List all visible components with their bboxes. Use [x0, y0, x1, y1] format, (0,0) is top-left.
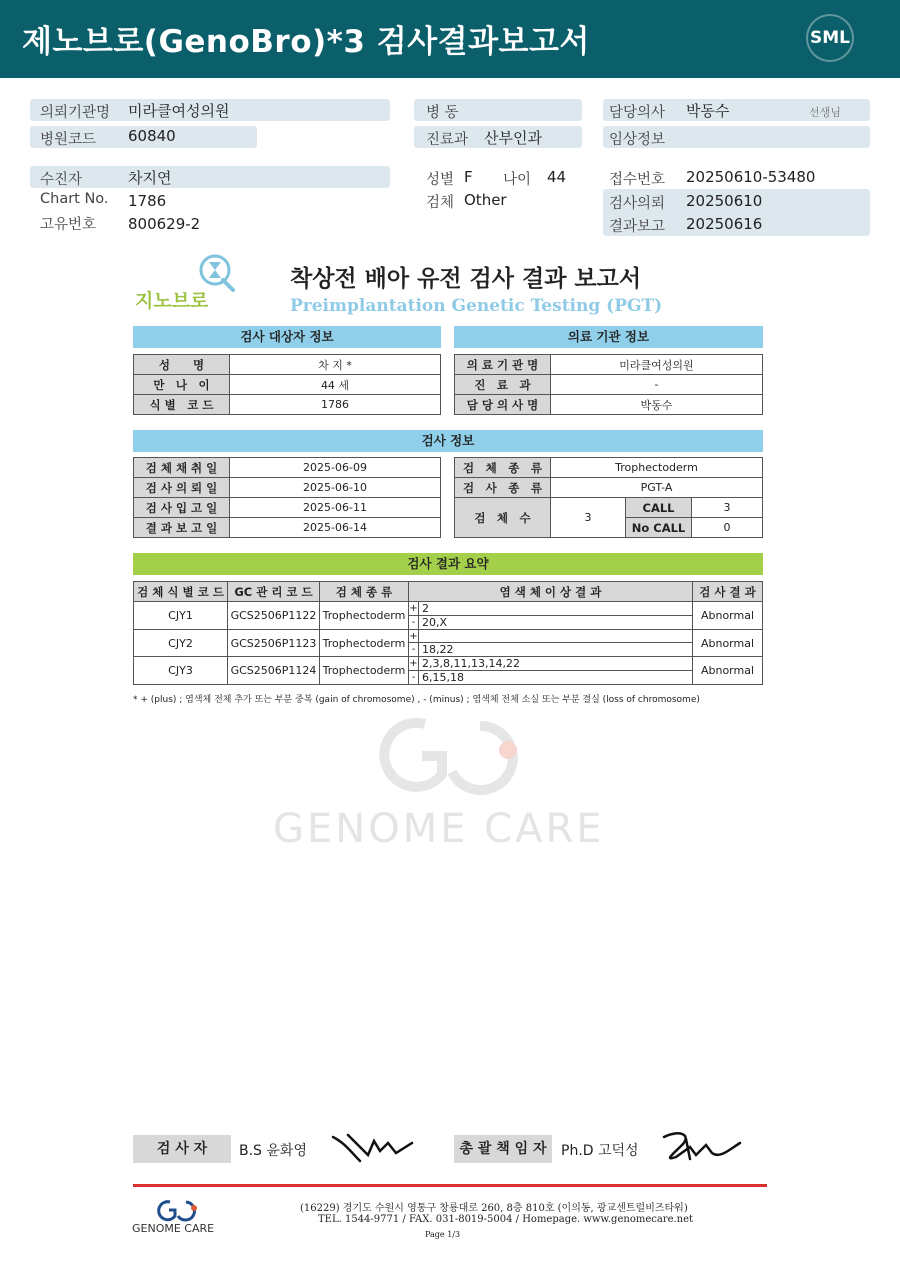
- genome-care-footer-logo: [130, 1196, 225, 1236]
- test-date-label: 결 과 보 고 일: [134, 518, 230, 538]
- patient-label: 수진자: [40, 172, 83, 188]
- specimen-count-value: 3: [551, 498, 626, 538]
- test-date-label: 검 사 의 뢰 일: [134, 478, 230, 498]
- call-value: 3: [692, 498, 763, 518]
- test-dates-table: [133, 457, 441, 538]
- report-date-label: 결과보고: [609, 219, 666, 235]
- institution-row: [455, 395, 763, 415]
- chart-no-value: 1786: [128, 192, 167, 210]
- test-date-row: [134, 458, 441, 478]
- footer-page-number: Page 1/3: [425, 1230, 461, 1239]
- department-value: 산부인과: [484, 129, 542, 147]
- gain-chromosomes: 2,3,8,11,13,14,22: [419, 657, 693, 671]
- test-date-row: [134, 498, 441, 518]
- footer-contact: TEL. 1544-9771 / FAX. 031-8019-5004 / Homepage. www.genomecare.net: [318, 1214, 694, 1225]
- request-date-label: 검사의뢰: [609, 196, 666, 212]
- test-result: Abnormal: [693, 657, 763, 685]
- specimen-type: Trophectoderm: [320, 657, 409, 685]
- loss-chromosomes: 20,X: [419, 616, 693, 630]
- table-row: [134, 657, 763, 671]
- subject-info-table: [133, 354, 441, 415]
- subject-row-value: 44 세: [230, 375, 441, 395]
- department-label: 진료과: [426, 132, 469, 148]
- request-date-value: 20250610: [686, 192, 763, 210]
- hospital-code-label: 병원코드: [40, 132, 97, 148]
- receipt-label: 접수번호: [609, 172, 666, 188]
- hospital-code-value: 60840: [128, 127, 176, 145]
- loss-chromosomes: 18,22: [419, 643, 693, 657]
- nocall-label: No CALL: [626, 518, 692, 538]
- subject-row-label: 만 나 이: [134, 375, 230, 395]
- tester-label: 검 사 자: [133, 1135, 231, 1163]
- genobro-logo-text: 지노브로: [135, 290, 209, 312]
- chart-no-label: Chart No.: [40, 191, 109, 207]
- test-date-row: [134, 478, 441, 498]
- test-date-row: [134, 518, 441, 538]
- sample-id: CJY1: [134, 602, 228, 630]
- test-type-row: [455, 478, 763, 498]
- subject-row-value: 1786: [230, 395, 441, 415]
- pgt-report-subtitle: Preimplantation Genetic Testing (PGT): [290, 296, 663, 316]
- test-type-label: 검 사 종 류: [455, 478, 551, 498]
- institution-row-value: 미라클여성의원: [551, 355, 763, 375]
- gc-code: GCS2506P1124: [228, 657, 320, 685]
- summary-col-result: 검 사 결 과: [693, 582, 763, 602]
- specimen-value: Other: [464, 191, 507, 209]
- summary-heading: 검사 결과 요약: [133, 553, 763, 575]
- test-result: Abnormal: [693, 630, 763, 657]
- institution-row: [455, 355, 763, 375]
- subject-row-value: 차 지 *: [230, 355, 441, 375]
- doctor-value: 박동수: [686, 102, 730, 120]
- unique-no-label: 고유번호: [40, 217, 97, 233]
- call-row: [455, 498, 763, 518]
- subject-info-heading: 검사 대상자 정보: [133, 326, 441, 348]
- institution-row-label: 진 료 과: [455, 375, 551, 395]
- loss-chromosomes: 6,15,18: [419, 671, 693, 685]
- receipt-value: 20250610-53480: [686, 168, 816, 186]
- sex-label: 성별: [426, 172, 455, 188]
- sml-logo-text: SML: [810, 28, 850, 48]
- summary-col-id: 검 체 식 별 코 드: [134, 582, 228, 602]
- institution-row-value: -: [551, 375, 763, 395]
- test-date-value: 2025-06-14: [230, 518, 441, 538]
- test-specimen-table: [454, 457, 763, 538]
- institution-row-label: 담 당 의 사 명: [455, 395, 551, 415]
- test-date-label: 검 체 채 취 일: [134, 458, 230, 478]
- plus-sign: +: [409, 603, 418, 614]
- age-label: 나이: [503, 172, 532, 188]
- specimen-label: 검체: [426, 195, 455, 211]
- institution-row-label: 의 료 기 관 명: [455, 355, 551, 375]
- genobro-logo-icon: [135, 254, 247, 312]
- test-type-value: PGT-A: [551, 478, 763, 498]
- table-row: [134, 602, 763, 616]
- summary-header-row: [134, 582, 763, 602]
- summary-col-abnormality: 염 색 체 이 상 결 과: [409, 582, 693, 602]
- institution-info-table: [454, 354, 763, 415]
- institution-row: [455, 375, 763, 395]
- institution-row-value: 박동수: [551, 395, 763, 415]
- institution-label: 의뢰기관명: [40, 105, 111, 121]
- test-info-heading: 검사 정보: [133, 430, 763, 452]
- gain-chromosomes: [419, 630, 693, 643]
- genome-care-watermark-icon: [370, 712, 530, 802]
- subject-row-label: 성 명: [134, 355, 230, 375]
- test-date-value: 2025-06-10: [230, 478, 441, 498]
- patient-value: 차지연: [128, 169, 172, 187]
- call-label: CALL: [626, 498, 692, 518]
- ward-label: 병 동: [426, 105, 459, 121]
- tester-name: B.S 윤화영: [239, 1143, 307, 1159]
- specimen-count-label: 검 체 수: [455, 498, 551, 538]
- unique-no-value: 800629-2: [128, 215, 201, 233]
- footer-address: (16229) 경기도 수원시 영통구 창룡대로 260, 8층 810호 (이의동, 광교센트럴비즈타워): [300, 1203, 688, 1214]
- gc-code: GCS2506P1123: [228, 630, 320, 657]
- doctor-suffix: 선생님: [809, 106, 841, 119]
- sample-id: CJY3: [134, 657, 228, 685]
- report-date-value: 20250616: [686, 215, 763, 233]
- institution-info-heading: 의료 기관 정보: [454, 326, 763, 348]
- report-header-title: 제노브로(GenoBro)*3 검사결과보고서: [22, 24, 590, 60]
- genome-care-watermark: GENOME CARE: [273, 806, 605, 852]
- report-header-bar: [0, 0, 900, 78]
- subject-row: [134, 395, 441, 415]
- sample-id: CJY2: [134, 630, 228, 657]
- summary-col-gc: GC 관 리 코 드: [228, 582, 320, 602]
- genobro-logo: [135, 254, 247, 312]
- summary-table: [133, 581, 763, 685]
- director-name: Ph.D 고덕성: [561, 1143, 639, 1159]
- footer-divider: [133, 1184, 767, 1187]
- subject-row: [134, 355, 441, 375]
- director-signature-icon: [656, 1125, 742, 1165]
- test-date-value: 2025-06-11: [230, 498, 441, 518]
- gc-code: GCS2506P1122: [228, 602, 320, 630]
- pgt-report-title: 착상전 배아 유전 검사 결과 보고서: [290, 266, 642, 292]
- specimen-type-value: Trophectoderm: [551, 458, 763, 478]
- age-value: 44: [547, 168, 567, 186]
- summary-note: * + (plus) ; 염색체 전체 추가 또는 부분 중복 (gain of chromosome) , - (minus) ; 염색체 전체 소실 또는 부분 결실 (loss of chromosome): [133, 695, 700, 705]
- specimen-type: Trophectoderm: [320, 602, 409, 630]
- gain-chromosomes: 2: [419, 602, 693, 616]
- minus-sign: -: [409, 671, 419, 685]
- test-result: Abnormal: [693, 602, 763, 630]
- subject-row-label: 식 별 코 드: [134, 395, 230, 415]
- test-date-value: 2025-06-09: [230, 458, 441, 478]
- specimen-type: Trophectoderm: [320, 630, 409, 657]
- institution-value: 미라클여성의원: [128, 102, 230, 120]
- test-date-label: 검 사 입 고 일: [134, 498, 230, 518]
- sex-value: F: [464, 168, 473, 186]
- table-row: [134, 630, 763, 643]
- subject-row: [134, 375, 441, 395]
- plus-sign: +: [409, 658, 418, 669]
- sml-logo: [806, 14, 854, 62]
- footer-logo-text: GENOME CARE: [132, 1222, 215, 1235]
- patient-box: [30, 166, 390, 188]
- plus-sign: +: [409, 630, 418, 642]
- nocall-value: 0: [692, 518, 763, 538]
- doctor-label: 담당의사: [609, 105, 666, 121]
- summary-col-type: 검 체 종 류: [320, 582, 409, 602]
- director-label: 총 괄 책 임 자: [454, 1135, 552, 1163]
- minus-sign: -: [409, 643, 419, 657]
- specimen-type-label: 검 체 종 류: [455, 458, 551, 478]
- clinical-label: 임상정보: [609, 132, 666, 148]
- minus-sign: -: [409, 616, 419, 630]
- specimen-type-row: [455, 458, 763, 478]
- tester-signature-icon: [330, 1127, 415, 1165]
